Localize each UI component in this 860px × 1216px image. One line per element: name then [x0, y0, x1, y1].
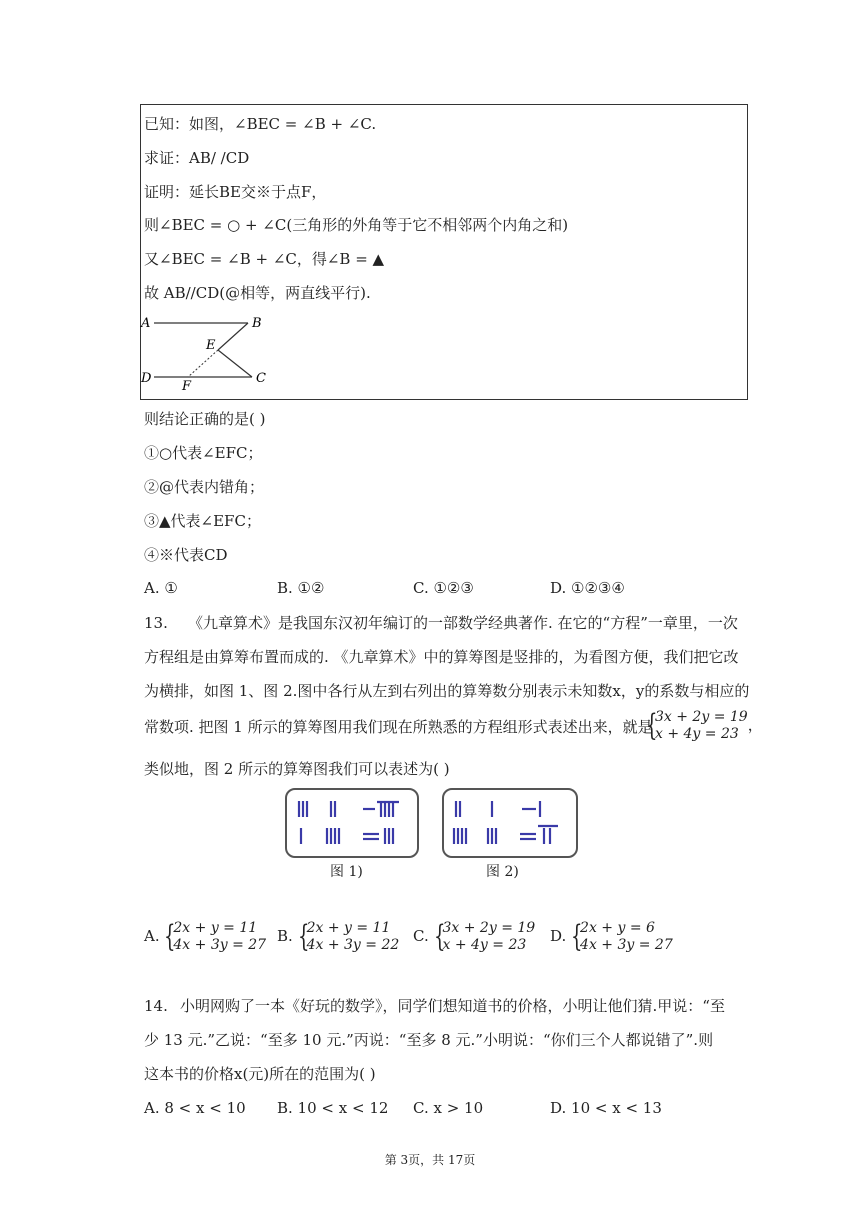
q14-option-a[interactable]: A. 8 < x < 10 — [144, 1099, 246, 1117]
label-F: F — [182, 379, 192, 392]
figure-1-caption: 图 1) — [330, 864, 363, 880]
proof-line-4: 则∠BEC = ○ + ∠C(三角形的外角等于它不相邻两个内角之和) — [144, 216, 569, 234]
q12-option-b[interactable]: B. ①② — [277, 579, 325, 597]
proof-line-3: 证明：延长BE交※于点F， — [144, 183, 327, 201]
rod-diagram-2 — [444, 790, 576, 856]
q14-option-d[interactable]: D. 10 < x < 13 — [550, 1099, 662, 1117]
label-B: B — [252, 316, 262, 331]
q13-para-4: 常数项. 把图 1 所示的算筹图用我们现在所熟悉的方程组形式表述出来，就是 — [144, 718, 653, 736]
q12-option-c[interactable]: C. ①②③ — [413, 579, 474, 597]
q12-statement-3: ③▲代表∠EFC； — [144, 512, 261, 530]
q12-statement-2: ②@代表内错角； — [144, 478, 265, 496]
q13-para-2: 方程组是由算筹布置而成的. 《九章算术》中的算筹图是竖排的，为看图方便，我们把它改 — [144, 648, 739, 666]
q14-para-2: 少 13 元.”乙说：“至多 10 元.”丙说：“至多 8 元.”小明说：“你们三个人都说错了”.则 — [144, 1031, 714, 1049]
q13-option-b[interactable]: B. { 2x + y = 11 4x + 3y = 22 — [277, 919, 400, 954]
counting-rod-figure-1 — [285, 788, 419, 858]
q13-para-1: 《九章算术》是我国东汉初年编订的一部数学经典著作. 在它的“方程”一章里，一次 — [188, 614, 738, 632]
q14-number: 14. — [144, 997, 168, 1015]
proof-line-1: 已知：如图，∠BEC = ∠B + ∠C. — [144, 115, 377, 133]
q12-statement-4: ④※代表CD — [144, 546, 228, 564]
label-A: A — [141, 316, 151, 331]
page-footer: 第 3页，共 17页 — [384, 1153, 476, 1167]
proof-line-5: 又∠BEC = ∠B + ∠C，得∠B = ▲ — [144, 250, 385, 268]
label-E: E — [206, 338, 216, 353]
geometry-figure — [140, 310, 280, 392]
label-D: D — [141, 371, 152, 386]
rod-diagram-1 — [287, 790, 417, 856]
q13-option-a[interactable]: A. { 2x + y = 11 4x + 3y = 27 — [144, 919, 267, 954]
q12-option-a[interactable]: A. ① — [144, 579, 178, 597]
q12-option-d[interactable]: D. ①②③④ — [550, 579, 625, 597]
q13-para-3: 为横排，如图 1、图 2.图中各行从左到右列出的算筹数分别表示未知数x，y的系数与相应的 — [144, 682, 750, 700]
q14-para-1: 小明网购了一本《好玩的数学》，同学们想知道书的价格，小明让他们猜.甲说：“至 — [180, 997, 725, 1015]
counting-rod-figure-2 — [442, 788, 578, 858]
proof-line-6: 故 AB//CD(@相等，两直线平行). — [144, 284, 371, 302]
q13-para-5: 类似地，图 2 所示的算筹图我们可以表述为( ) — [144, 760, 450, 778]
q12-lead: 则结论正确的是( ) — [144, 410, 266, 428]
label-C: C — [256, 371, 266, 386]
proof-line-2: 求证：AB/ /CD — [144, 149, 250, 167]
q13-option-c[interactable]: C. { 3x + 2y = 19 x + 4y = 23 — [413, 919, 536, 954]
q14-option-c[interactable]: C. x > 10 — [413, 1099, 484, 1117]
q14-para-3: 这本书的价格x(元)所在的范围为( ) — [144, 1065, 376, 1083]
q13-number: 13. — [144, 614, 168, 632]
q13-example-system: { 3x + 2y = 19 x + 4y = 23 ， — [646, 708, 763, 743]
q13-option-d[interactable]: D. { 2x + y = 6 4x + 3y = 27 — [550, 919, 673, 954]
q12-statement-1: ①○代表∠EFC； — [144, 444, 263, 462]
q14-option-b[interactable]: B. 10 < x < 12 — [277, 1099, 389, 1117]
figure-2-caption: 图 2) — [486, 864, 519, 880]
